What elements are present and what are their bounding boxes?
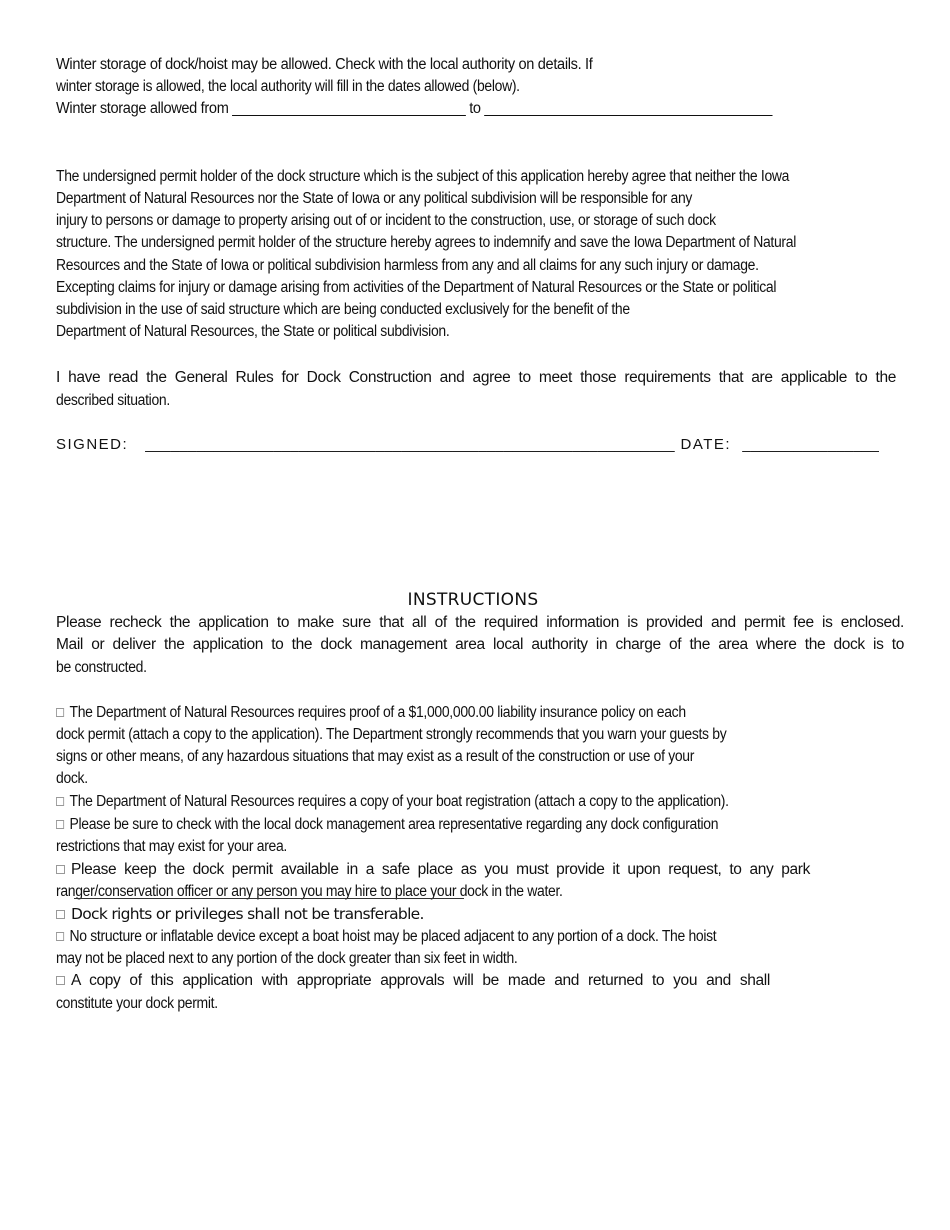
indemnity-line: structure. The undersigned permit holder of the structure hereby agrees to indemnify and save the Iowa Department of Natural <box>56 234 796 251</box>
list-item: Please be sure to check with the local dock management area representative regarding any dock configuration <box>56 815 718 835</box>
allowed-to-field[interactable]: _____________________________________ <box>484 100 773 117</box>
list-item-continuation: restrictions that may exist for your area. <box>56 838 287 855</box>
list-item: Dock rights or privileges shall not be transferable. <box>56 904 424 924</box>
list-item: Please keep the dock permit available in a safe place as you must provide it upon request, to any park <box>56 860 810 880</box>
acknowledgement-line-1: I have read the General Rules for Dock Construction and agree to meet those requirements that are applicable to the <box>56 369 896 386</box>
instructions-intro-line: Mail or deliver the application to the dock management area local authority in charge of the area where the dock is to <box>56 636 904 653</box>
indemnity-line: subdivision in the use of said structure which are being conducted exclusively for the benefit of the <box>56 301 630 318</box>
acknowledgement-line-2: described situation. <box>56 392 170 409</box>
bullet-box-icon <box>56 820 64 829</box>
date-field[interactable]: ________________ <box>742 436 880 453</box>
list-item: The Department of Natural Resources requires proof of a $1,000,000.00 liability insurance policy on each <box>56 703 686 723</box>
signed-label: SIGNED: <box>56 436 129 453</box>
underline-rule <box>74 898 464 899</box>
allowed-from-label: Winter storage allowed from <box>56 100 229 117</box>
list-item: The Department of Natural Resources requires a copy of your boat registration (attach a copy to the application). <box>56 792 729 812</box>
indemnity-line: Department of Natural Resources nor the State of Iowa or any political subdivision will be responsible for any <box>56 190 693 207</box>
bullet-box-icon <box>56 932 64 941</box>
allowed-from-field[interactable]: ______________________________ <box>232 100 466 117</box>
indemnity-line: Resources and the State of Iowa or political subdivision harmless from any and all claims for any such injury or damage. <box>56 257 759 274</box>
bullet-box-icon <box>56 910 65 919</box>
instructions-intro-line: Please recheck the application to make sure that all of the required information is provided and permit fee is enclosed. <box>56 614 904 631</box>
indemnity-line: The undersigned permit holder of the dock structure which is the subject of this application hereby agree that neither the Iowa <box>56 168 790 185</box>
list-item: A copy of this application with appropriate approvals will be made and returned to you and shall <box>56 971 770 991</box>
instructions-intro-line: be constructed. <box>56 659 147 676</box>
bullet-box-icon <box>56 797 64 806</box>
indemnity-line: Excepting claims for injury or damage arising from activities of the Department of Natural Resources or the State or political <box>56 279 777 296</box>
list-item-continuation: dock. <box>56 770 88 787</box>
indemnity-line: injury to persons or damage to property arising out of or incident to the construction, use, or storage of such dock <box>56 212 716 229</box>
bullet-box-icon <box>56 708 64 717</box>
list-item-continuation: signs or other means, of any hazardous situations that may exist as a result of the construction or use of your <box>56 748 695 765</box>
list-item-continuation: dock permit (attach a copy to the application). The Department strongly recommends that you warn your guests by <box>56 726 727 743</box>
list-item: No structure or inflatable device except a boat hoist may be placed adjacent to any portion of a dock. The hoist <box>56 927 716 947</box>
signature-row <box>56 435 879 455</box>
list-item-continuation: ranger/conservation officer or any person you may hire to place your dock in the water. <box>56 883 563 900</box>
bullet-box-icon <box>56 976 65 985</box>
bullet-box-icon <box>56 865 65 874</box>
date-label: DATE: <box>680 436 732 453</box>
indemnity-line: Department of Natural Resources, the State or political subdivision. <box>56 323 450 340</box>
list-item-continuation: constitute your dock permit. <box>56 995 218 1012</box>
winter-storage-line-2: winter storage is allowed, the local authority will fill in the dates allowed (below). <box>56 78 520 95</box>
allowed-to-label: to <box>469 100 481 117</box>
winter-storage-dates <box>56 99 772 119</box>
instructions-heading: INSTRUCTIONS <box>407 590 539 610</box>
signed-field[interactable]: ______________________________________________________________ <box>145 436 675 453</box>
list-item-continuation: may not be placed next to any portion of the dock greater than six feet in width. <box>56 950 518 967</box>
winter-storage-line-1: Winter storage of dock/hoist may be allowed. Check with the local authority on details. If <box>56 56 593 73</box>
